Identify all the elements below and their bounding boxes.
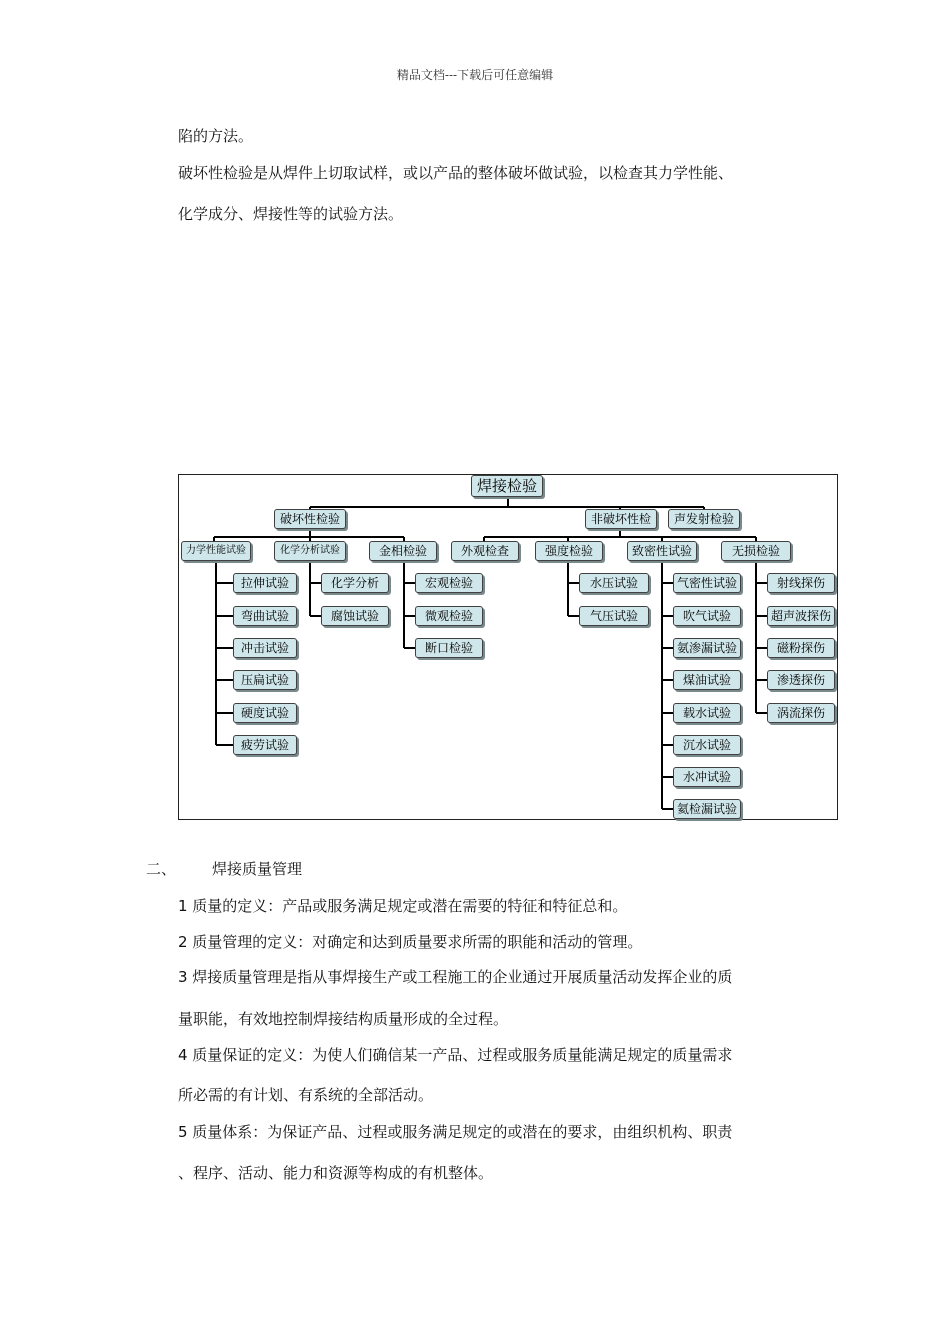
inspection-tree-diagram	[178, 474, 838, 820]
node-metallo: 金相检验	[369, 541, 437, 561]
section-paragraph: 4 质量保证的定义：为使人们确信某一产品、过程或服务质量能满足规定的质量需求	[178, 1046, 733, 1064]
node-metallo-item: 宏观检验	[415, 573, 483, 593]
node-root: 焊接检验	[471, 475, 543, 497]
node-nondestructive: 非破坏性检	[585, 509, 657, 529]
node-destructive: 破坏性检验	[274, 509, 346, 529]
intro-line-3: 化学成分、焊接性等的试验方法。	[178, 205, 404, 223]
node-visual: 外观检查	[451, 541, 519, 561]
section-paragraph: 所必需的有计划、有系统的全部活动。	[178, 1086, 434, 1104]
node-strength-item: 气压试验	[579, 606, 649, 626]
node-ndt-item: 磁粉探伤	[767, 638, 835, 658]
node-acoustic: 声发射检验	[668, 509, 740, 529]
node-metallo-item: 断口检验	[415, 638, 483, 658]
node-tightness-item: 气密性试验	[673, 573, 741, 593]
node-mech-item: 压扁试验	[233, 670, 297, 690]
page-header: 精品文档---下载后可任意编辑	[396, 68, 554, 82]
node-ndt: 无损检验	[721, 541, 791, 561]
section-paragraph: 量职能，有效地控制焊接结构质量形成的全过程。	[178, 1010, 509, 1028]
node-tightness-item: 煤油试验	[673, 670, 741, 690]
section-paragraph: 3 焊接质量管理是指从事焊接生产或工程施工的企业通过开展质量活动发挥企业的质	[178, 968, 733, 986]
node-ndt-item: 渗透探伤	[767, 670, 835, 690]
section-paragraph: 1 质量的定义：产品或服务满足规定或潜在需要的特征和特征总和。	[178, 897, 628, 915]
node-ndt-item: 涡流探伤	[767, 703, 835, 723]
node-ndt-item: 射线探伤	[767, 573, 835, 593]
section-number: 二、	[146, 860, 177, 878]
node-chem-item: 化学分析	[321, 573, 389, 593]
node-mech-item: 拉伸试验	[233, 573, 297, 593]
node-strength-item: 水压试验	[579, 573, 649, 593]
node-mech-item: 疲劳试验	[233, 735, 297, 755]
node-strength: 强度检验	[535, 541, 603, 561]
node-tightness-item: 吹气试验	[673, 606, 741, 626]
node-tightness-item: 氦检漏试验	[673, 799, 741, 819]
node-mech-item: 弯曲试验	[233, 606, 297, 626]
section-paragraph: 2 质量管理的定义：对确定和达到质量要求所需的职能和活动的管理。	[178, 933, 643, 951]
node-tightness: 致密性试验	[627, 541, 697, 561]
node-ndt-item: 超声波探伤	[767, 606, 835, 626]
node-tightness-item: 沉水试验	[673, 735, 741, 755]
intro-line-2: 破坏性检验是从焊件上切取试样，或以产品的整体破坏做试验，以检查其力学性能、	[178, 164, 734, 182]
node-mech-item: 冲击试验	[233, 638, 297, 658]
node-metallo-item: 微观检验	[415, 606, 483, 626]
node-tightness-item: 载水试验	[673, 703, 741, 723]
node-chem-item: 腐蚀试验	[321, 606, 389, 626]
section-paragraph: 5 质量体系：为保证产品、过程或服务满足规定的或潜在的要求，由组织机构、职责	[178, 1123, 733, 1141]
node-tightness-item: 氨渗漏试验	[673, 638, 741, 658]
intro-line-1: 陷的方法。	[178, 127, 254, 145]
section-title: 焊接质量管理	[212, 860, 303, 878]
node-mech-item: 硬度试验	[233, 703, 297, 723]
node-mech: 力学性能试验	[181, 541, 251, 561]
node-chem: 化学分析试验	[274, 541, 346, 561]
node-tightness-item: 水冲试验	[673, 767, 741, 787]
section-paragraph: 、程序、活动、能力和资源等构成的有机整体。	[178, 1164, 494, 1182]
